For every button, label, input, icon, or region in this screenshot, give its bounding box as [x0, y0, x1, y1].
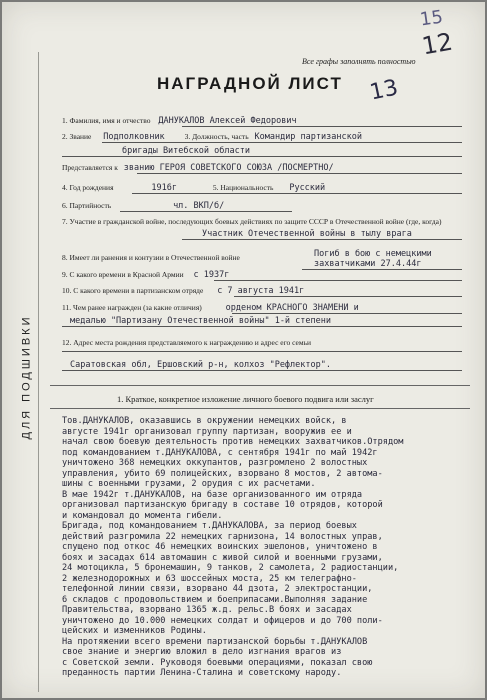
- underline: [302, 269, 462, 270]
- section-divider: [50, 385, 470, 386]
- citation-line: свое знание и энергию вложил в дело изгнания врагов из: [62, 647, 342, 657]
- sheet-number-12: 12: [419, 27, 455, 61]
- underline: [182, 126, 462, 127]
- citation-line: 2 железнодорожных и 63 шоссейных моста, 25 км телеграфно-: [62, 573, 357, 584]
- underline: [214, 280, 462, 281]
- citation-line: Правительства, взорвано 1365 ж.д. рельс.В боях и засадах: [62, 605, 352, 615]
- field-wounds: 8. Имеет ли ранения и контузии в Отечественной войне: [62, 253, 240, 262]
- field-name: 1. Фамилия, имя и отчество ДАНУКАЛОВ Алексей Федорович: [62, 116, 297, 126]
- citation-line: уничтожено 368 немецких оккупантов, разгромлено 2 волостных: [62, 458, 368, 468]
- underline: [62, 370, 462, 371]
- citation-line: спущено под откос 46 немецких воинских эшелонов, уничтожено в: [62, 542, 378, 552]
- side-binding-label: ДЛЯ ПОДШИВКИ: [20, 314, 33, 440]
- underline: [234, 296, 462, 297]
- citation-line: На протяжении всего времени партизанской борьбы т.ДАНУКАЛОВ: [62, 636, 368, 647]
- underline: [62, 326, 462, 327]
- underline: [102, 142, 462, 143]
- citation-line: Бригада, под командованием т.ДАНУКАЛОВА, за период боевых: [62, 521, 357, 531]
- field-rank-position: 2. Звание Подполковник 3. Должность, часть Командир партизанской: [62, 132, 362, 142]
- underline: [232, 313, 462, 314]
- citation-line: боях и засадах 614 автомашин с живой силой и военными грузами,: [62, 552, 383, 563]
- citation-line: управления, убито 69 полицейских, взорвано 8 мостов, 2 автома-: [62, 468, 383, 479]
- field-war-participation: 7. Участие в гражданской войне, последующих боевых действиях по защите СССР в Отечественной войне (где, когда): [62, 217, 442, 226]
- underline: [182, 239, 462, 240]
- underline: [137, 173, 462, 174]
- citation-line: телефонной линии связи, взорвано 44 дзота, 2 электростанции,: [62, 584, 373, 594]
- fill-all-notice: Все графы заполнять полностью: [302, 57, 416, 66]
- binding-line: [38, 52, 39, 692]
- section-title: 1. Краткое, конкретное изложение личного боевого подвига или заслуг: [117, 394, 374, 404]
- citation-line: преданность партии Ленина-Сталина и советскому народу.: [62, 668, 342, 678]
- citation-line: уничтожено до 10.000 немецких солдат и офицеров и до 700 поли-: [62, 615, 383, 626]
- citation-line: августе 1941г организовал группу партизан, вооружив ее и: [62, 426, 352, 437]
- citation-line: В мае 1942г т.ДАНУКАЛОВ, на базе организованного им отряда: [62, 489, 363, 500]
- field-war-participation-value: Участник Отечественной войны в тылу врага: [202, 229, 412, 239]
- citation-line: и командовал до момента гибели.: [62, 510, 223, 521]
- field-address-value: Саратовская обл, Ершовский р-н, колхоз "Рефлектор".: [70, 360, 331, 370]
- citation-line: шины с военными грузами, 2 орудия с их расчетами.: [62, 479, 316, 489]
- citation-line: Тов.ДАНУКАЛОВ, оказавшись в окружении немецких войск, в: [62, 416, 347, 426]
- citation-line: 24 мотоцикла, 5 бронемашин, 9 танков, 2 самолета, 2 радиостанции,: [62, 563, 399, 573]
- field-party: 6. Партийность чл. ВКП/б/: [62, 201, 225, 211]
- field-wounds-value: Погиб в бою с немецкими захватчиками 27.4.44г: [314, 249, 432, 269]
- field-presented-to: Представляется к званию ГЕРОЯ СОВЕТСКОГО СОЮЗА /ПОСМЕРТНО/: [62, 163, 334, 173]
- citation-line: с Советской земли. Руководя боевыми операциями, показал свою: [62, 657, 373, 668]
- citation-line: действий разгромила 22 немецких гарнизона, 14 волостных управ,: [62, 531, 383, 542]
- field-previous-awards: 11. Чем ранее награжден (за какие отличия) орденом КРАСНОГО ЗНАМЕНИ и: [62, 303, 359, 313]
- award-sheet: [2, 2, 485, 698]
- field-address: 12. Адрес места рождения представляемого к награждению и адрес его семьи: [62, 338, 312, 347]
- citation-line: цейских и изменников Родины.: [62, 626, 207, 636]
- underline: [120, 211, 292, 212]
- citation-line: под командованием т.ДАНУКАЛОВА, с сентября 1941г по май 1942г: [62, 447, 378, 458]
- citation-line: организовал партизанскую бригаду в составе 10 отрядов, которой: [62, 500, 383, 510]
- section-divider: [50, 408, 470, 409]
- underline: [62, 156, 462, 157]
- citation-line: начал свою боевую деятельность против немецких захватчиков.Отрядом: [62, 437, 404, 447]
- citation-line: 6 складов с продовольствием и боеприпасами.Выполняя задание: [62, 594, 368, 605]
- field-birth-nationality: 4. Год рождения 1916г 5. Национальность Русский: [62, 183, 326, 193]
- document-title: НАГРАДНОЙ ЛИСТ: [157, 74, 343, 93]
- field-position-continued: бригады Витебской области: [122, 146, 250, 156]
- underline: [132, 193, 462, 194]
- field-previous-awards-continued: медалью "Партизану Отечественной войны" 1-й степени: [70, 316, 331, 326]
- sheet-number-13: 13: [367, 75, 401, 106]
- field-partisan-since: 10. С какого времени в партизанском отряде с 7 августа 1941г: [62, 286, 305, 296]
- sheet-number-15: 15: [418, 6, 445, 31]
- citation-text: [62, 416, 462, 679]
- underline: [62, 351, 462, 352]
- field-red-army-since: 9. С какого времени в Красной Армии с 1937г: [62, 270, 230, 280]
